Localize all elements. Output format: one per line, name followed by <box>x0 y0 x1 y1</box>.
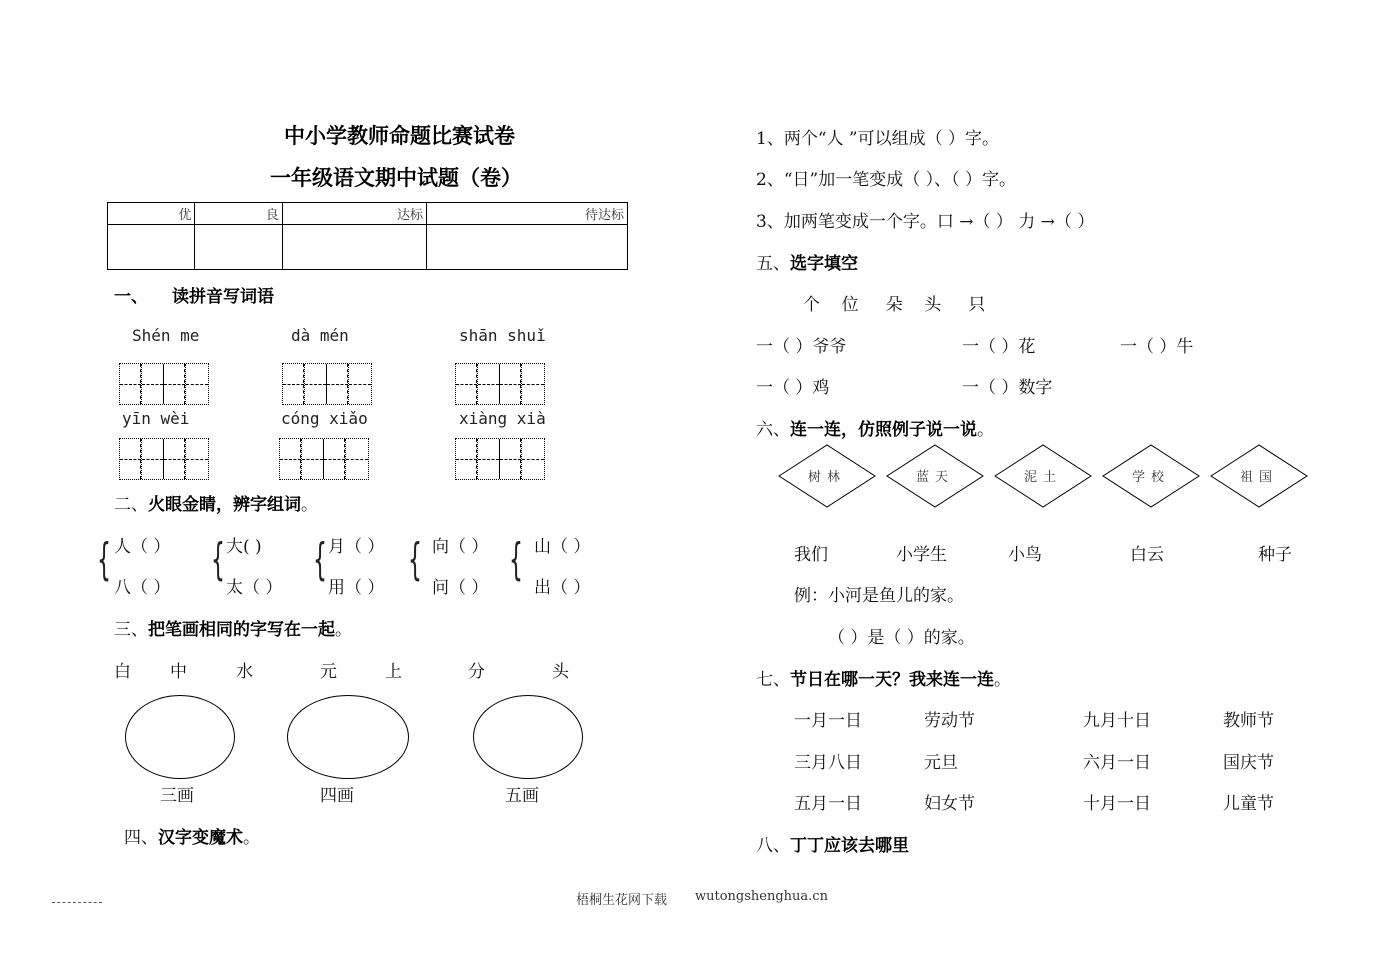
section5-heading: 五、选字填空 <box>756 254 858 274</box>
writing-grid[interactable] <box>455 438 545 480</box>
word-pair-bottom: 太（ ） <box>226 578 283 598</box>
measure-word-options: 个 位 朵 头 只 <box>803 295 986 315</box>
brace-icon: { <box>509 534 523 585</box>
pinyin-1: Shén me <box>132 326 200 345</box>
exam-subtitle: 一年级语文期中试题（卷） <box>270 166 522 190</box>
group-label-three: 三画 <box>160 786 194 806</box>
subject-word[interactable]: 小学生 <box>896 545 947 565</box>
date-item[interactable]: 六月一日 <box>1083 753 1151 773</box>
pinyin-3: shān shuǐ <box>459 326 546 345</box>
pinyin-6: xiàng xià <box>459 409 546 428</box>
answer-oval-four-strokes[interactable] <box>287 695 409 779</box>
diamond-place[interactable]: 祖国 <box>1210 444 1308 508</box>
fill-blank: 一（ ）花 <box>962 337 1036 357</box>
char-option: 分 <box>468 662 485 682</box>
date-item[interactable]: 九月十日 <box>1083 711 1151 731</box>
diamond-place[interactable]: 泥土 <box>994 444 1092 508</box>
word-pair-top: 山（ ） <box>534 537 591 557</box>
sentence-template: （ ）是（ ）的家。 <box>828 628 975 648</box>
example-sentence: 例：小河是鱼儿的家。 <box>794 586 964 606</box>
subject-word[interactable]: 种子 <box>1258 545 1292 565</box>
holiday-item[interactable]: 妇女节 <box>924 794 975 814</box>
brace-icon: { <box>97 534 111 585</box>
holiday-item[interactable]: 劳动节 <box>924 711 975 731</box>
holiday-item[interactable]: 国庆节 <box>1223 753 1274 773</box>
answer-oval-five-strokes[interactable] <box>473 695 583 779</box>
date-item[interactable]: 一月一日 <box>794 711 862 731</box>
writing-grid[interactable] <box>119 363 209 405</box>
section7-heading: 七、节日在哪一天？我来连一连。 <box>756 670 1011 690</box>
word-pair-bottom: 八（ ） <box>114 578 171 598</box>
char-option: 中 <box>170 662 187 682</box>
grade-cell <box>282 225 426 270</box>
writing-grid[interactable] <box>119 438 209 480</box>
section2-heading: 二、火眼金睛，辨字组词。 <box>114 495 318 515</box>
fill-blank: 一（ ）牛 <box>1120 337 1194 357</box>
grade-col-good: 良 <box>195 203 282 225</box>
group-label-four: 四画 <box>320 786 354 806</box>
diamond-place[interactable]: 树林 <box>778 444 876 508</box>
pinyin-4: yīn wèi <box>122 409 190 428</box>
grade-col-excellent: 优 <box>108 203 195 225</box>
word-pair-top: 月（ ） <box>328 537 385 557</box>
brace-icon: { <box>408 534 422 585</box>
group-label-five: 五画 <box>505 786 539 806</box>
char-option: 元 <box>320 662 337 682</box>
grade-col-pass: 达标 <box>282 203 426 225</box>
grade-cell <box>195 225 282 270</box>
pinyin-2: dà mén <box>291 326 349 345</box>
diamond-place[interactable]: 蓝天 <box>886 444 984 508</box>
brace-icon: { <box>211 534 225 585</box>
holiday-item[interactable]: 元旦 <box>924 753 958 773</box>
pinyin-5: cóng xiǎo <box>281 409 368 428</box>
diamond-place[interactable]: 学校 <box>1102 444 1200 508</box>
word-pair-top: 向（ ） <box>432 537 489 557</box>
char-option: 水 <box>236 662 253 682</box>
exam-title: 中小学教师命题比赛试卷 <box>284 124 515 148</box>
subject-word[interactable]: 小鸟 <box>1008 545 1042 565</box>
grade-cell <box>108 225 195 270</box>
writing-grid[interactable] <box>279 438 369 480</box>
holiday-item[interactable]: 教师节 <box>1223 711 1274 731</box>
word-pair-bottom: 问（ ） <box>432 578 489 598</box>
grade-cell <box>427 225 628 270</box>
section6-heading: 六、连一连，仿照例子说一说。 <box>756 420 994 440</box>
date-item[interactable]: 十月一日 <box>1083 794 1151 814</box>
grade-table <box>107 202 628 270</box>
question-4-2: 2、“日”加一笔变成（ ）、（ ）字。 <box>756 170 1017 190</box>
writing-grid[interactable] <box>282 363 372 405</box>
subject-word[interactable]: 我们 <box>794 545 828 565</box>
word-pair-top: 大( ) <box>226 537 262 557</box>
writing-grid[interactable] <box>455 363 545 405</box>
question-4-1: 1、两个“人 ”可以组成（ ）字。 <box>756 129 1000 149</box>
subject-word[interactable]: 白云 <box>1130 545 1164 565</box>
char-option: 头 <box>552 662 569 682</box>
word-pair-bottom: 出（ ） <box>534 578 591 598</box>
footer-source: 梧桐生花网下载 <box>576 893 668 908</box>
page-marker-divider <box>52 902 102 903</box>
section1-heading: 一、 读拼音写词语 <box>114 287 274 307</box>
date-item[interactable]: 三月八日 <box>794 753 862 773</box>
answer-oval-three-strokes[interactable] <box>125 695 235 779</box>
fill-blank: 一（ ）鸡 <box>756 378 830 398</box>
word-pair-top: 人（ ） <box>114 537 171 557</box>
fill-blank: 一（ ）数字 <box>962 378 1053 398</box>
section4-heading: 四、汉字变魔术。 <box>124 828 260 848</box>
date-item[interactable]: 五月一日 <box>794 794 862 814</box>
question-4-3: 3、加两笔变成一个字。口 →（ ） 力 →（ ） <box>756 212 1095 232</box>
char-option: 上 <box>385 662 402 682</box>
grade-col-needs-work: 待达标 <box>427 203 628 225</box>
fill-blank: 一（ ）爷爷 <box>756 337 847 357</box>
word-pair-bottom: 用（ ） <box>328 578 385 598</box>
footer-url[interactable]: wutongshenghua.cn <box>695 889 828 904</box>
brace-icon: { <box>313 534 327 585</box>
section8-heading: 八、丁丁应该去哪里 <box>756 836 909 856</box>
char-option: 白 <box>114 662 131 682</box>
holiday-item[interactable]: 儿童节 <box>1223 794 1274 814</box>
section3-heading: 三、把笔画相同的字写在一起。 <box>114 620 352 640</box>
